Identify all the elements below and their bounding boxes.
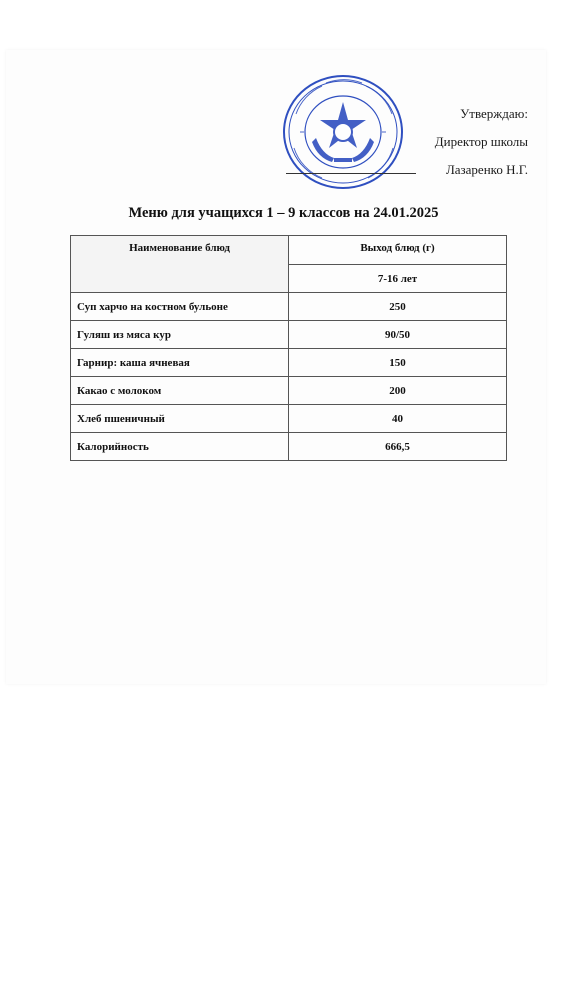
dish-yield-cell: 250 (289, 293, 507, 321)
header-yield: Выход блюд (г) (289, 236, 507, 265)
dish-yield-cell: 90/50 (289, 321, 507, 349)
dish-name-cell: Суп харчо на костном бульоне (71, 293, 289, 321)
dish-name-cell: Какао с молоком (71, 377, 289, 405)
dish-name-cell: Гарнир: каша ячневая (71, 349, 289, 377)
table-header-row (71, 236, 507, 265)
dish-yield-cell: 150 (289, 349, 507, 377)
table-row (71, 349, 507, 377)
dish-yield-cell: 666,5 (289, 433, 507, 461)
approval-block (435, 100, 528, 184)
dish-yield-cell: 40 (289, 405, 507, 433)
table-row (71, 321, 507, 349)
table-row (71, 293, 507, 321)
dish-name-cell: Калорийность (71, 433, 289, 461)
approval-position: Директор школы (434, 134, 528, 149)
menu-table (70, 235, 507, 461)
dish-name-cell: Гуляш из мяса кур (71, 321, 289, 349)
approval-heading: Утверждаю: (460, 106, 528, 121)
dish-name-cell: Хлеб пшеничный (71, 405, 289, 433)
table-row (71, 377, 507, 405)
header-age: 7-16 лет (289, 265, 507, 293)
header-dish-name: Наименование блюд (71, 236, 289, 293)
menu-title: Меню для учащихся 1 – 9 классов на 24.01.2025 (128, 205, 439, 221)
approval-name: Лазаренко Н.Г. (445, 162, 528, 177)
table-row (71, 433, 507, 461)
table-row (71, 405, 507, 433)
signature-line (286, 173, 416, 174)
dish-yield-cell: 200 (289, 377, 507, 405)
